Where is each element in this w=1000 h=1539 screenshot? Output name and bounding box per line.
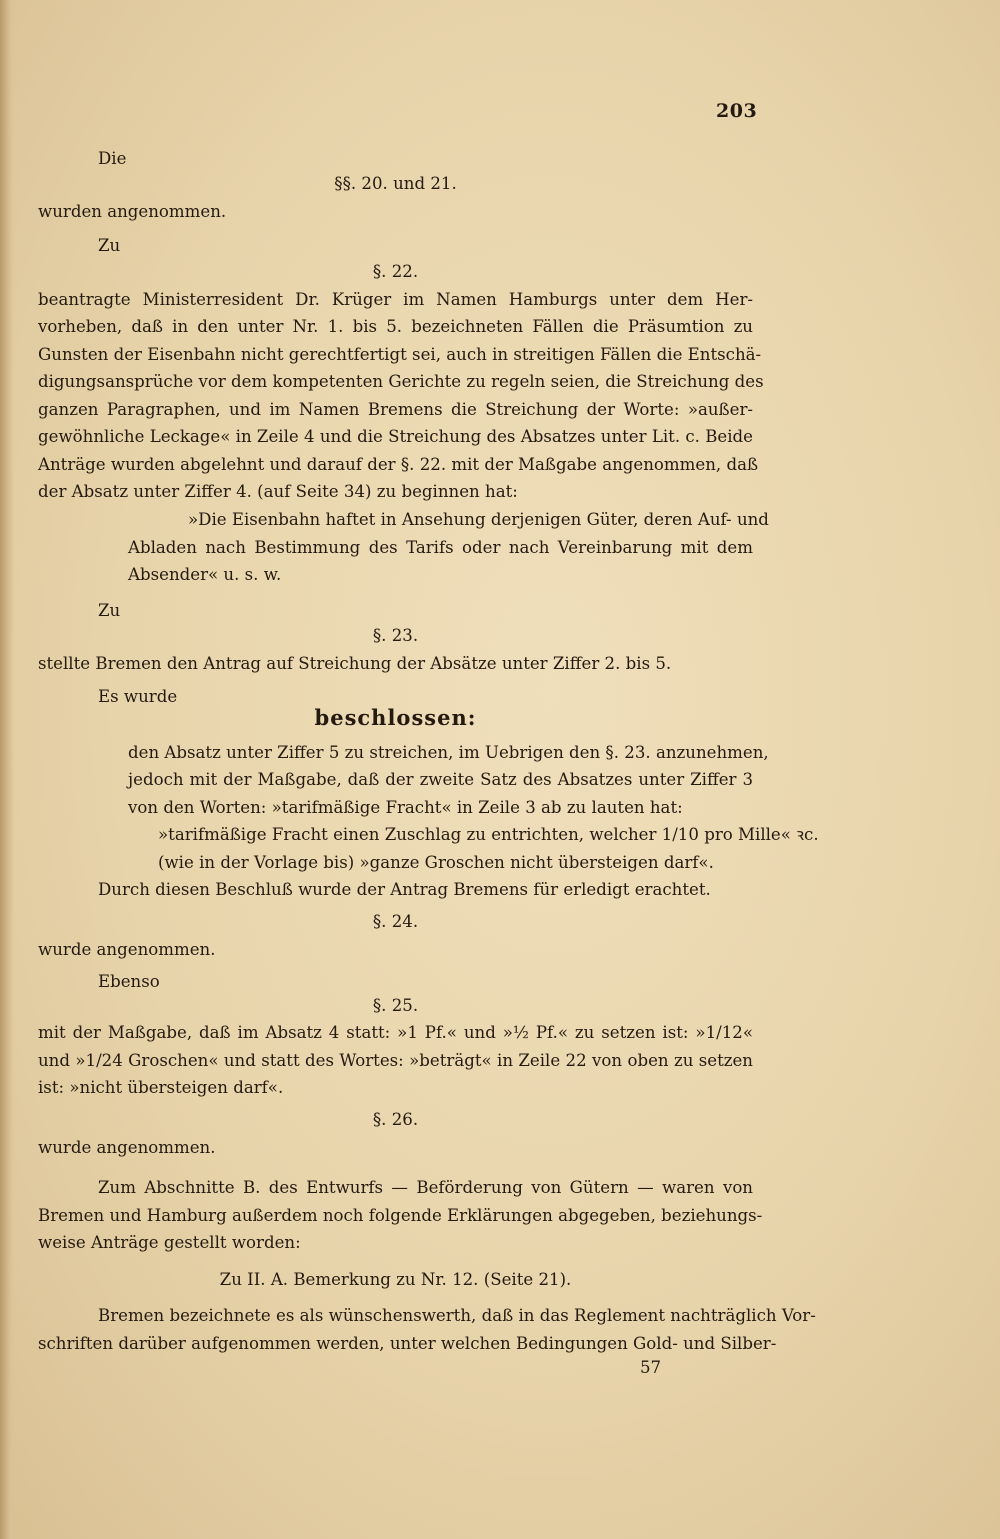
text-line: von den Worten: »tarifmäßige Fracht« in Zeile 3 ab zu lauten hat: (128, 798, 683, 817)
text-line: Anträge wurden abgelehnt und darauf der §. 22. mit der Maßgabe angenommen, daß (38, 455, 759, 474)
text-line: Es wurde (98, 687, 178, 706)
text-line: Absender« u. s. w. (128, 565, 282, 584)
text-line: Abladen nach Bestimmung des Tarifs oder nach Vereinbarung mit dem (128, 538, 753, 557)
text-line: Ebenso (98, 972, 160, 991)
text-line: beantragte Ministerresident Dr. Krüger im Namen Hamburgs unter dem Her- (38, 290, 753, 309)
text-line: Zu II. A. Bemerkung zu Nr. 12. (Seite 21). (219, 1270, 572, 1289)
text-line: Die (98, 149, 127, 168)
text-line: Bremen bezeichnete es als wünschenswerth, daß in das Reglement nachträglich Vor- (98, 1306, 816, 1325)
text-line: §. 23. (372, 626, 419, 645)
text-line: Durch diesen Beschluß wurde der Antrag Bremens für erledigt erachtet. (98, 880, 711, 899)
text-line: (wie in der Vorlage bis) »ganze Groschen nicht übersteigen darf«. (158, 853, 714, 872)
text-line: Bremen und Hamburg außerdem noch folgende Erklärungen abgegeben, beziehungs- (38, 1206, 763, 1225)
text-line: digungsansprüche vor dem kompetenten Gerichte zu regeln seien, die Streichung des (38, 372, 764, 391)
text-line: mit der Maßgabe, daß im Absatz 4 statt: »1 Pf.« und »½ Pf.« zu setzen ist: »1/12« (38, 1023, 753, 1042)
text-line: ganzen Paragraphen, und im Namen Bremens die Streichung der Worte: »außer- (38, 400, 753, 419)
text-line: stellte Bremen den Antrag auf Streichung der Absätze unter Ziffer 2. bis 5. (38, 654, 672, 673)
text-line: »Die Eisenbahn haftet in Ansehung derjenigen Güter, deren Auf- und (188, 510, 769, 529)
text-line: und »1/24 Groschen« und statt des Wortes: »beträgt« in Zeile 22 von oben zu setzen (38, 1051, 753, 1070)
text-line: Zum Abschnitte B. des Entwurfs — Beförderung von Gütern — waren von (98, 1178, 753, 1197)
signature-mark: 57 (640, 1358, 662, 1377)
text-line: wurden angenommen. (38, 202, 227, 221)
text-line: weise Anträge gestellt worden: (38, 1233, 301, 1252)
page-number: 203 (716, 100, 758, 122)
text-line: den Absatz unter Ziffer 5 zu streichen, im Uebrigen den §. 23. anzunehmen, (128, 743, 769, 762)
text-line: §. 26. (372, 1110, 419, 1129)
text-line: ist: »nicht übersteigen darf«. (38, 1078, 284, 1097)
text-line: §§. 20. und 21. (334, 174, 457, 193)
text-line: Gunsten der Eisenbahn nicht gerechtfertigt sei, auch in streitigen Fällen die Entschä- (38, 345, 762, 364)
text-line: der Absatz unter Ziffer 4. (auf Seite 34) zu beginnen hat: (38, 482, 518, 501)
text-line: wurde angenommen. (38, 1138, 216, 1157)
text-line: §. 22. (372, 262, 419, 281)
resolved-heading: beschlossen: (314, 705, 477, 730)
text-line: §. 25. (372, 996, 419, 1015)
text-line: schriften darüber aufgenommen werden, unter welchen Bedingungen Gold- und Silber- (38, 1334, 777, 1353)
text-line: jedoch mit der Maßgabe, daß der zweite Satz des Absatzes unter Ziffer 3 (128, 770, 753, 789)
text-line: wurde angenommen. (38, 940, 216, 959)
text-line: Zu (98, 601, 121, 620)
text-line: vorheben, daß in den unter Nr. 1. bis 5. bezeichneten Fällen die Präsumtion zu (38, 317, 753, 336)
text-line: »tarifmäßige Fracht einen Zuschlag zu entrichten, welcher 1/10 pro Mille« ꝛc. (158, 825, 819, 844)
text-line: Zu (98, 236, 121, 255)
text-line: §. 24. (372, 912, 419, 931)
page-binding-edge (0, 0, 14, 1539)
text-line: gewöhnliche Leckage« in Zeile 4 und die Streichung des Absatzes unter Lit. c. Beide (38, 427, 753, 446)
